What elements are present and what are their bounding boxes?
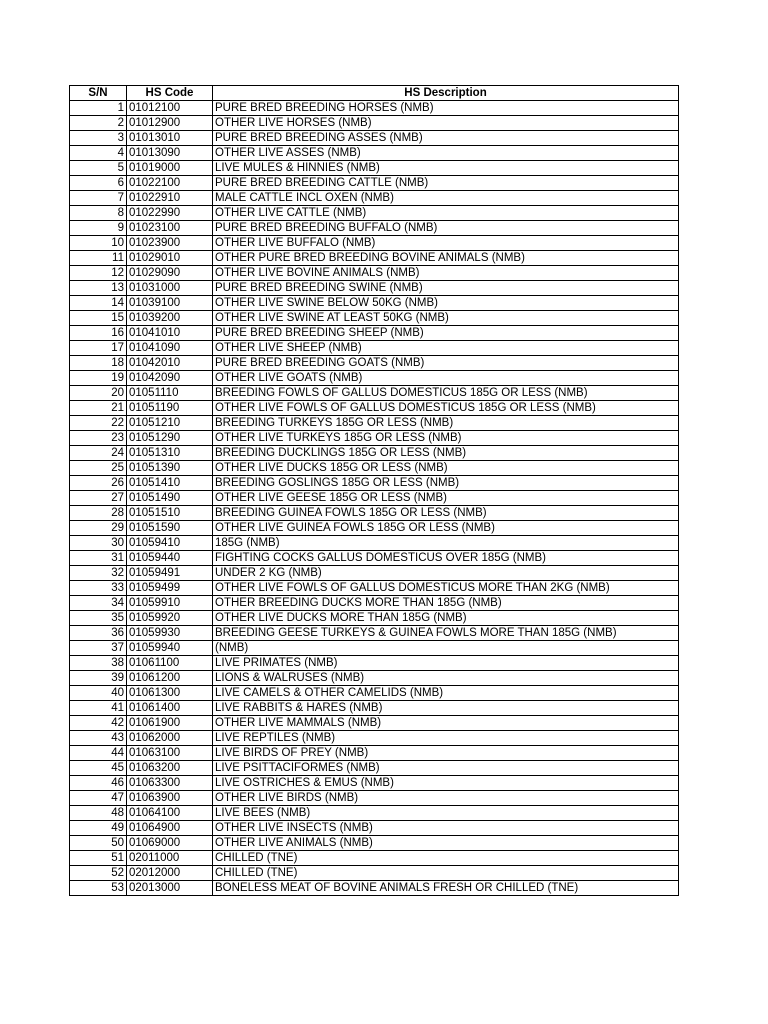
row-hs-code: 01063200	[127, 761, 213, 776]
row-sn: 19	[70, 371, 127, 386]
row-sn: 18	[70, 356, 127, 371]
row-sn: 42	[70, 716, 127, 731]
row-sn: 16	[70, 326, 127, 341]
table-row	[70, 761, 679, 776]
row-hs-code: 01041090	[127, 341, 213, 356]
row-hs-code: 02012000	[127, 866, 213, 881]
row-hs-description: LIVE BIRDS OF PREY (NMB)	[213, 746, 679, 761]
table-row	[70, 161, 679, 176]
row-hs-description: OTHER LIVE FOWLS OF GALLUS DOMESTICUS MORE THAN 2KG (NMB)	[213, 581, 679, 596]
row-sn: 46	[70, 776, 127, 791]
row-hs-code: 01039200	[127, 311, 213, 326]
row-hs-code: 01031000	[127, 281, 213, 296]
table-row	[70, 536, 679, 551]
row-sn: 13	[70, 281, 127, 296]
row-sn: 5	[70, 161, 127, 176]
row-sn: 43	[70, 731, 127, 746]
row-sn: 47	[70, 791, 127, 806]
table-row	[70, 386, 679, 401]
table-row	[70, 671, 679, 686]
header-hs-code: HS Code	[127, 86, 213, 101]
table-row	[70, 341, 679, 356]
row-sn: 12	[70, 266, 127, 281]
table-row	[70, 371, 679, 386]
row-hs-description: OTHER LIVE ASSES (NMB)	[213, 146, 679, 161]
row-sn: 24	[70, 446, 127, 461]
row-hs-description: PURE BRED BREEDING HORSES (NMB)	[213, 101, 679, 116]
row-sn: 25	[70, 461, 127, 476]
row-sn: 30	[70, 536, 127, 551]
row-sn: 3	[70, 131, 127, 146]
row-hs-code: 01059920	[127, 611, 213, 626]
row-hs-code: 01061900	[127, 716, 213, 731]
row-hs-description: LIVE OSTRICHES & EMUS (NMB)	[213, 776, 679, 791]
table-row	[70, 806, 679, 821]
row-sn: 8	[70, 206, 127, 221]
row-sn: 27	[70, 491, 127, 506]
table-row	[70, 296, 679, 311]
table-row	[70, 401, 679, 416]
row-sn: 31	[70, 551, 127, 566]
row-hs-description: PURE BRED BREEDING CATTLE (NMB)	[213, 176, 679, 191]
row-hs-description: OTHER LIVE GOATS (NMB)	[213, 371, 679, 386]
row-hs-description: OTHER LIVE DUCKS 185G OR LESS (NMB)	[213, 461, 679, 476]
row-hs-code: 01059940	[127, 641, 213, 656]
row-hs-description: MALE CATTLE INCL OXEN (NMB)	[213, 191, 679, 206]
row-sn: 36	[70, 626, 127, 641]
row-sn: 35	[70, 611, 127, 626]
row-hs-code: 01059440	[127, 551, 213, 566]
row-sn: 9	[70, 221, 127, 236]
table-row	[70, 686, 679, 701]
table-row	[70, 641, 679, 656]
row-hs-code: 02013000	[127, 881, 213, 896]
table-row	[70, 326, 679, 341]
table-row	[70, 236, 679, 251]
row-hs-code: 01063100	[127, 746, 213, 761]
row-hs-description: OTHER LIVE SHEEP (NMB)	[213, 341, 679, 356]
row-hs-description: OTHER LIVE INSECTS (NMB)	[213, 821, 679, 836]
row-hs-code: 01022990	[127, 206, 213, 221]
row-hs-description: OTHER LIVE MAMMALS (NMB)	[213, 716, 679, 731]
row-hs-code: 01064100	[127, 806, 213, 821]
row-hs-description: LIVE BEES (NMB)	[213, 806, 679, 821]
row-sn: 2	[70, 116, 127, 131]
row-hs-code: 01061300	[127, 686, 213, 701]
row-hs-code: 01042090	[127, 371, 213, 386]
row-hs-description: LIVE MULES & HINNIES (NMB)	[213, 161, 679, 176]
row-sn: 53	[70, 881, 127, 896]
row-hs-description: PURE BRED BREEDING ASSES (NMB)	[213, 131, 679, 146]
row-sn: 44	[70, 746, 127, 761]
table-row	[70, 521, 679, 536]
table-row	[70, 491, 679, 506]
row-hs-code: 01059930	[127, 626, 213, 641]
row-sn: 21	[70, 401, 127, 416]
row-sn: 39	[70, 671, 127, 686]
row-sn: 4	[70, 146, 127, 161]
row-hs-code: 01059499	[127, 581, 213, 596]
row-hs-code: 01051510	[127, 506, 213, 521]
table-row	[70, 731, 679, 746]
row-hs-code: 01023100	[127, 221, 213, 236]
row-sn: 14	[70, 296, 127, 311]
table-row	[70, 131, 679, 146]
table-row	[70, 551, 679, 566]
row-hs-code: 01041010	[127, 326, 213, 341]
row-hs-code: 01029090	[127, 266, 213, 281]
table-row	[70, 116, 679, 131]
row-sn: 32	[70, 566, 127, 581]
table-row	[70, 581, 679, 596]
row-sn: 7	[70, 191, 127, 206]
row-hs-code: 01023900	[127, 236, 213, 251]
row-sn: 33	[70, 581, 127, 596]
row-sn: 37	[70, 641, 127, 656]
row-hs-description: PURE BRED BREEDING BUFFALO (NMB)	[213, 221, 679, 236]
row-hs-code: 01051490	[127, 491, 213, 506]
row-hs-description: OTHER LIVE DUCKS MORE THAN 185G (NMB)	[213, 611, 679, 626]
row-sn: 15	[70, 311, 127, 326]
row-sn: 10	[70, 236, 127, 251]
table-row	[70, 281, 679, 296]
row-hs-description: LIVE REPTILES (NMB)	[213, 731, 679, 746]
table-row	[70, 251, 679, 266]
row-hs-description: BREEDING GUINEA FOWLS 185G OR LESS (NMB)	[213, 506, 679, 521]
row-sn: 49	[70, 821, 127, 836]
row-hs-code: 01062000	[127, 731, 213, 746]
row-hs-description: OTHER LIVE SWINE AT LEAST 50KG (NMB)	[213, 311, 679, 326]
row-hs-description: FIGHTING COCKS GALLUS DOMESTICUS OVER 185G (NMB)	[213, 551, 679, 566]
row-hs-code: 01063300	[127, 776, 213, 791]
row-sn: 40	[70, 686, 127, 701]
row-hs-code: 01022910	[127, 191, 213, 206]
row-hs-description: OTHER LIVE FOWLS OF GALLUS DOMESTICUS 185G OR LESS (NMB)	[213, 401, 679, 416]
row-sn: 45	[70, 761, 127, 776]
row-hs-description: OTHER LIVE HORSES (NMB)	[213, 116, 679, 131]
row-hs-code: 01061400	[127, 701, 213, 716]
row-hs-description: BREEDING GOSLINGS 185G OR LESS (NMB)	[213, 476, 679, 491]
row-hs-description: OTHER PURE BRED BREEDING BOVINE ANIMALS (NMB)	[213, 251, 679, 266]
row-sn: 51	[70, 851, 127, 866]
row-hs-description: 185G (NMB)	[213, 536, 679, 551]
row-hs-description: LIVE RABBITS & HARES (NMB)	[213, 701, 679, 716]
table-row	[70, 266, 679, 281]
table-row	[70, 566, 679, 581]
table-row	[70, 866, 679, 881]
row-hs-description: OTHER LIVE BIRDS (NMB)	[213, 791, 679, 806]
row-hs-code: 01013090	[127, 146, 213, 161]
row-hs-description: BREEDING TURKEYS 185G OR LESS (NMB)	[213, 416, 679, 431]
row-hs-description: OTHER LIVE GEESE 185G OR LESS (NMB)	[213, 491, 679, 506]
row-sn: 1	[70, 101, 127, 116]
table-row	[70, 356, 679, 371]
row-hs-description: LIVE PRIMATES (NMB)	[213, 656, 679, 671]
row-hs-code: 01051290	[127, 431, 213, 446]
row-hs-code: 01051590	[127, 521, 213, 536]
row-hs-code: 01064900	[127, 821, 213, 836]
table-row	[70, 446, 679, 461]
row-sn: 50	[70, 836, 127, 851]
table-row	[70, 206, 679, 221]
table-row	[70, 176, 679, 191]
table-row	[70, 746, 679, 761]
table-row	[70, 836, 679, 851]
table-row	[70, 881, 679, 896]
table-row	[70, 821, 679, 836]
row-hs-code: 01069000	[127, 836, 213, 851]
table-row	[70, 416, 679, 431]
row-hs-code: 01051190	[127, 401, 213, 416]
row-hs-description: LIONS & WALRUSES (NMB)	[213, 671, 679, 686]
row-sn: 34	[70, 596, 127, 611]
row-hs-description: OTHER LIVE TURKEYS 185G OR LESS (NMB)	[213, 431, 679, 446]
row-hs-code: 01051110	[127, 386, 213, 401]
row-hs-code: 01042010	[127, 356, 213, 371]
row-hs-code: 01019000	[127, 161, 213, 176]
row-hs-description: CHILLED (TNE)	[213, 866, 679, 881]
row-hs-description: PURE BRED BREEDING SWINE (NMB)	[213, 281, 679, 296]
row-hs-code: 01029010	[127, 251, 213, 266]
table-row	[70, 611, 679, 626]
header-sn: S/N	[70, 86, 127, 101]
table-row	[70, 716, 679, 731]
row-hs-description: OTHER LIVE BUFFALO (NMB)	[213, 236, 679, 251]
table-header-row	[70, 86, 679, 101]
row-sn: 48	[70, 806, 127, 821]
table-row	[70, 656, 679, 671]
row-hs-code: 01051410	[127, 476, 213, 491]
row-hs-description: (NMB)	[213, 641, 679, 656]
table-row	[70, 851, 679, 866]
table-row	[70, 311, 679, 326]
table-row	[70, 701, 679, 716]
row-hs-description: OTHER LIVE SWINE BELOW 50KG (NMB)	[213, 296, 679, 311]
row-hs-code: 02011000	[127, 851, 213, 866]
row-hs-code: 01061200	[127, 671, 213, 686]
row-sn: 11	[70, 251, 127, 266]
row-hs-code: 01012100	[127, 101, 213, 116]
table-body	[70, 101, 679, 896]
row-sn: 29	[70, 521, 127, 536]
row-sn: 28	[70, 506, 127, 521]
row-sn: 6	[70, 176, 127, 191]
row-hs-code: 01039100	[127, 296, 213, 311]
row-hs-code: 01022100	[127, 176, 213, 191]
row-hs-description: PURE BRED BREEDING GOATS (NMB)	[213, 356, 679, 371]
row-hs-description: OTHER LIVE CATTLE (NMB)	[213, 206, 679, 221]
row-hs-code: 01059410	[127, 536, 213, 551]
row-hs-code: 01051210	[127, 416, 213, 431]
table-row	[70, 506, 679, 521]
header-hs-description: HS Description	[213, 86, 679, 101]
row-sn: 23	[70, 431, 127, 446]
row-sn: 52	[70, 866, 127, 881]
row-hs-description: BREEDING GEESE TURKEYS & GUINEA FOWLS MORE THAN 185G (NMB)	[213, 626, 679, 641]
table-row	[70, 101, 679, 116]
row-hs-description: OTHER LIVE GUINEA FOWLS 185G OR LESS (NMB)	[213, 521, 679, 536]
row-sn: 20	[70, 386, 127, 401]
row-sn: 41	[70, 701, 127, 716]
table-row	[70, 596, 679, 611]
table-row	[70, 476, 679, 491]
row-hs-description: OTHER BREEDING DUCKS MORE THAN 185G (NMB)	[213, 596, 679, 611]
table-row	[70, 461, 679, 476]
row-hs-description: BREEDING DUCKLINGS 185G OR LESS (NMB)	[213, 446, 679, 461]
table-row	[70, 191, 679, 206]
row-hs-code: 01051310	[127, 446, 213, 461]
table-row	[70, 776, 679, 791]
row-hs-code: 01063900	[127, 791, 213, 806]
table-row	[70, 431, 679, 446]
row-hs-code: 01059910	[127, 596, 213, 611]
row-hs-description: OTHER LIVE ANIMALS (NMB)	[213, 836, 679, 851]
hs-code-table	[69, 85, 679, 896]
table-row	[70, 221, 679, 236]
row-hs-description: BONELESS MEAT OF BOVINE ANIMALS FRESH OR CHILLED (TNE)	[213, 881, 679, 896]
row-sn: 38	[70, 656, 127, 671]
row-hs-code: 01061100	[127, 656, 213, 671]
row-hs-code: 01012900	[127, 116, 213, 131]
row-hs-description: CHILLED (TNE)	[213, 851, 679, 866]
row-hs-description: UNDER 2 KG (NMB)	[213, 566, 679, 581]
row-hs-code: 01051390	[127, 461, 213, 476]
row-hs-description: PURE BRED BREEDING SHEEP (NMB)	[213, 326, 679, 341]
row-hs-code: 01059491	[127, 566, 213, 581]
row-hs-code: 01013010	[127, 131, 213, 146]
table-row	[70, 626, 679, 641]
row-hs-description: LIVE CAMELS & OTHER CAMELIDS (NMB)	[213, 686, 679, 701]
row-sn: 26	[70, 476, 127, 491]
table-row	[70, 146, 679, 161]
row-hs-description: LIVE PSITTACIFORMES (NMB)	[213, 761, 679, 776]
table-row	[70, 791, 679, 806]
row-sn: 17	[70, 341, 127, 356]
row-sn: 22	[70, 416, 127, 431]
row-hs-description: BREEDING FOWLS OF GALLUS DOMESTICUS 185G OR LESS (NMB)	[213, 386, 679, 401]
row-hs-description: OTHER LIVE BOVINE ANIMALS (NMB)	[213, 266, 679, 281]
